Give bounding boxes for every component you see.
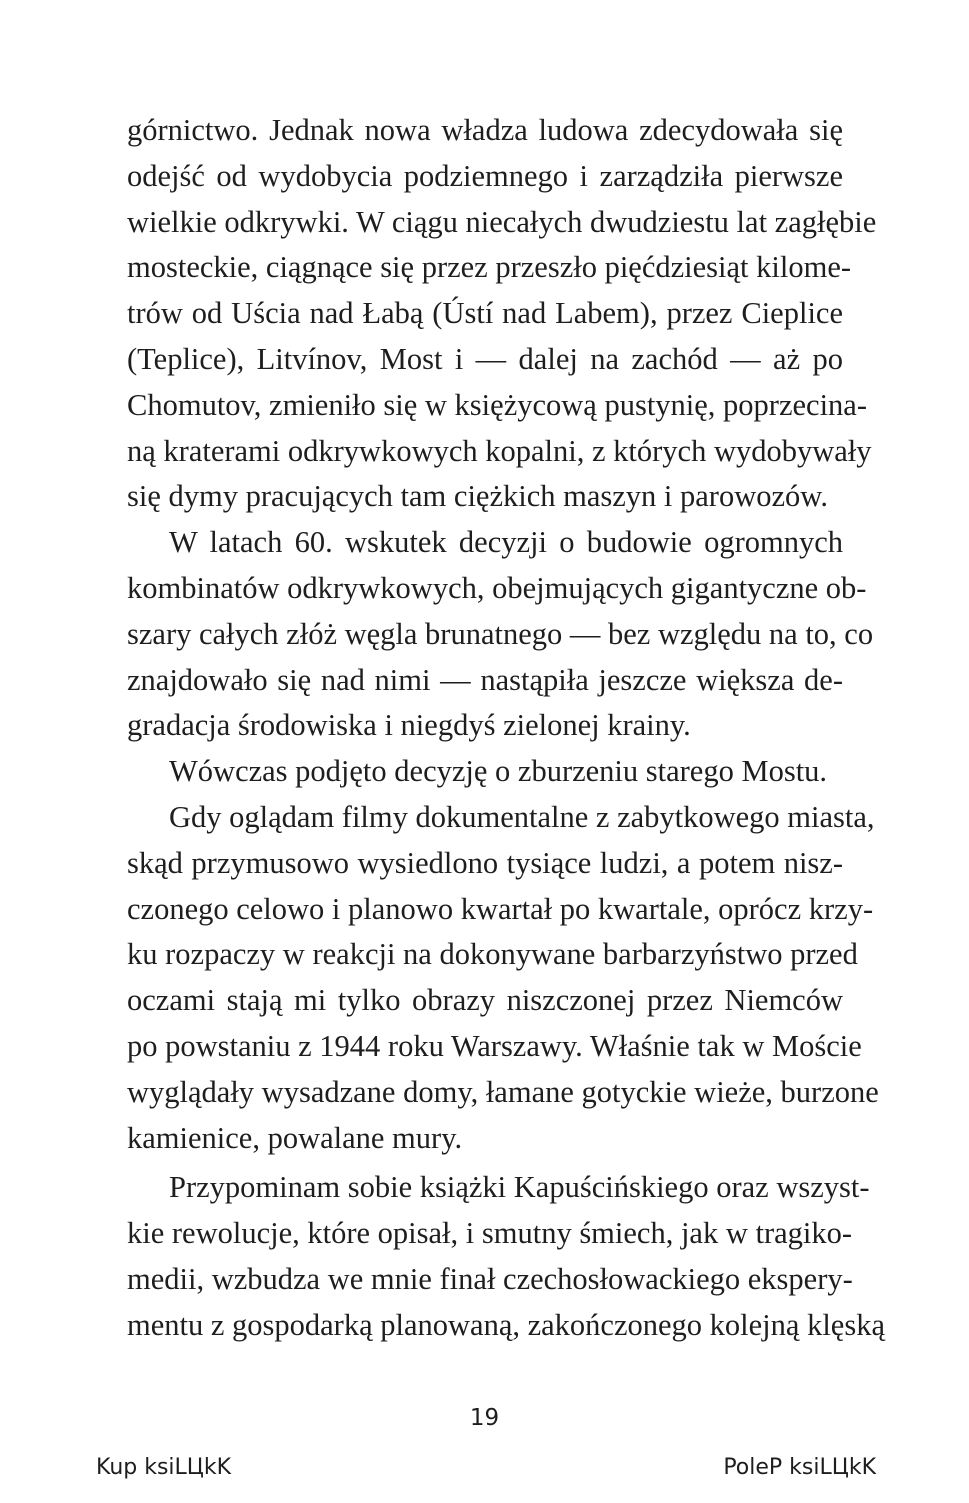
text-line: Przypominam sobie książki Kapuścińskiego oraz wszyst- [169,1170,870,1205]
text-line: (Teplice), Litvínov, Most i — dalej na zachód — aż po [127,341,843,376]
text-line: mosteckie, ciągnące się przez przeszło pięćdziesiąt kilome- [127,250,852,285]
text-line: oczami stają mi tylko obrazy niszczonej przez Niemców [127,983,843,1018]
buy-book-link[interactable]: Kup ksiLЦkK [96,1455,232,1480]
text-line: W latach 60. wskutek decyzji o budowie ogromnych [169,525,843,560]
paragraph [127,1165,885,1348]
text-line: Gdy oglądam filmy dokumentalne z zabytkowego miasta, [169,799,875,834]
text-line: po powstaniu z 1944 roku Warszawy. Właśnie tak w Moście [127,1028,862,1063]
text-line: kombinatów odkrywkowych, obejmujących gigantyczne ob- [127,570,867,605]
text-line: wyglądały wysadzane domy, łamane gotyckie wieże, burzone [127,1074,879,1109]
text-line: odejść od wydobycia podziemnego i zarządziła pierwsze [127,158,843,193]
page-number: 19 [469,1405,500,1431]
text-line: Chomutov, zmieniło się w księżycową pustynię, poprzecina- [127,387,867,422]
text-line: szary całych złóż węgla brunatnego — bez względu na to, co [127,616,874,651]
text-line: ną kraterami odkrywkowych kopalni, z których wydobywały [127,433,872,468]
text-line: mentu z gospodarką planowaną, zakończonego kolejną klęską [127,1307,885,1342]
recommend-book-link[interactable]: PoleP ksiLЦkK [723,1455,876,1480]
text-line: kamienice, powalane mury. [127,1120,463,1155]
paragraph [127,795,879,1161]
text-line: gradacja środowiska i niegdyś zielonej krainy. [127,708,691,743]
text-line: medii, wzbudza we mnie finał czechosłowackiego ekspery- [127,1261,853,1296]
text-line: się dymy pracujących tam ciężkich maszyn i parowozów. [127,479,828,514]
text-line: górnictwo. Jednak nowa władza ludowa zdecydowała się [127,113,843,147]
text-line: Wówczas podjęto decyzję o zburzeniu starego Mostu. [169,754,828,789]
paragraph [127,108,877,520]
text-line: trów od Uścia nad Łabą (Ústí nad Labem), przez Cieplice [127,296,843,331]
text-line: skąd przymusowo wysiedlono tysiące ludzi, a potem nisz- [127,845,843,880]
paragraph [127,520,874,749]
page-body [127,108,885,1349]
text-line: znajdowało się nad nimi — nastąpiła jeszcze większa de- [127,662,843,697]
text-line: ku rozpaczy w reakcji na dokonywane barbarzyństwo przed [127,937,858,972]
paragraph [127,749,843,795]
text-line: kie rewolucje, które opisał, i smutny śmiech, jak w tragiko- [127,1216,853,1251]
text-line: czonego celowo i planowo kwartał po kwartale, oprócz krzy- [127,891,874,926]
text-line: wielkie odkrywki. W ciągu niecałych dwudziestu lat zagłębie [127,204,877,239]
